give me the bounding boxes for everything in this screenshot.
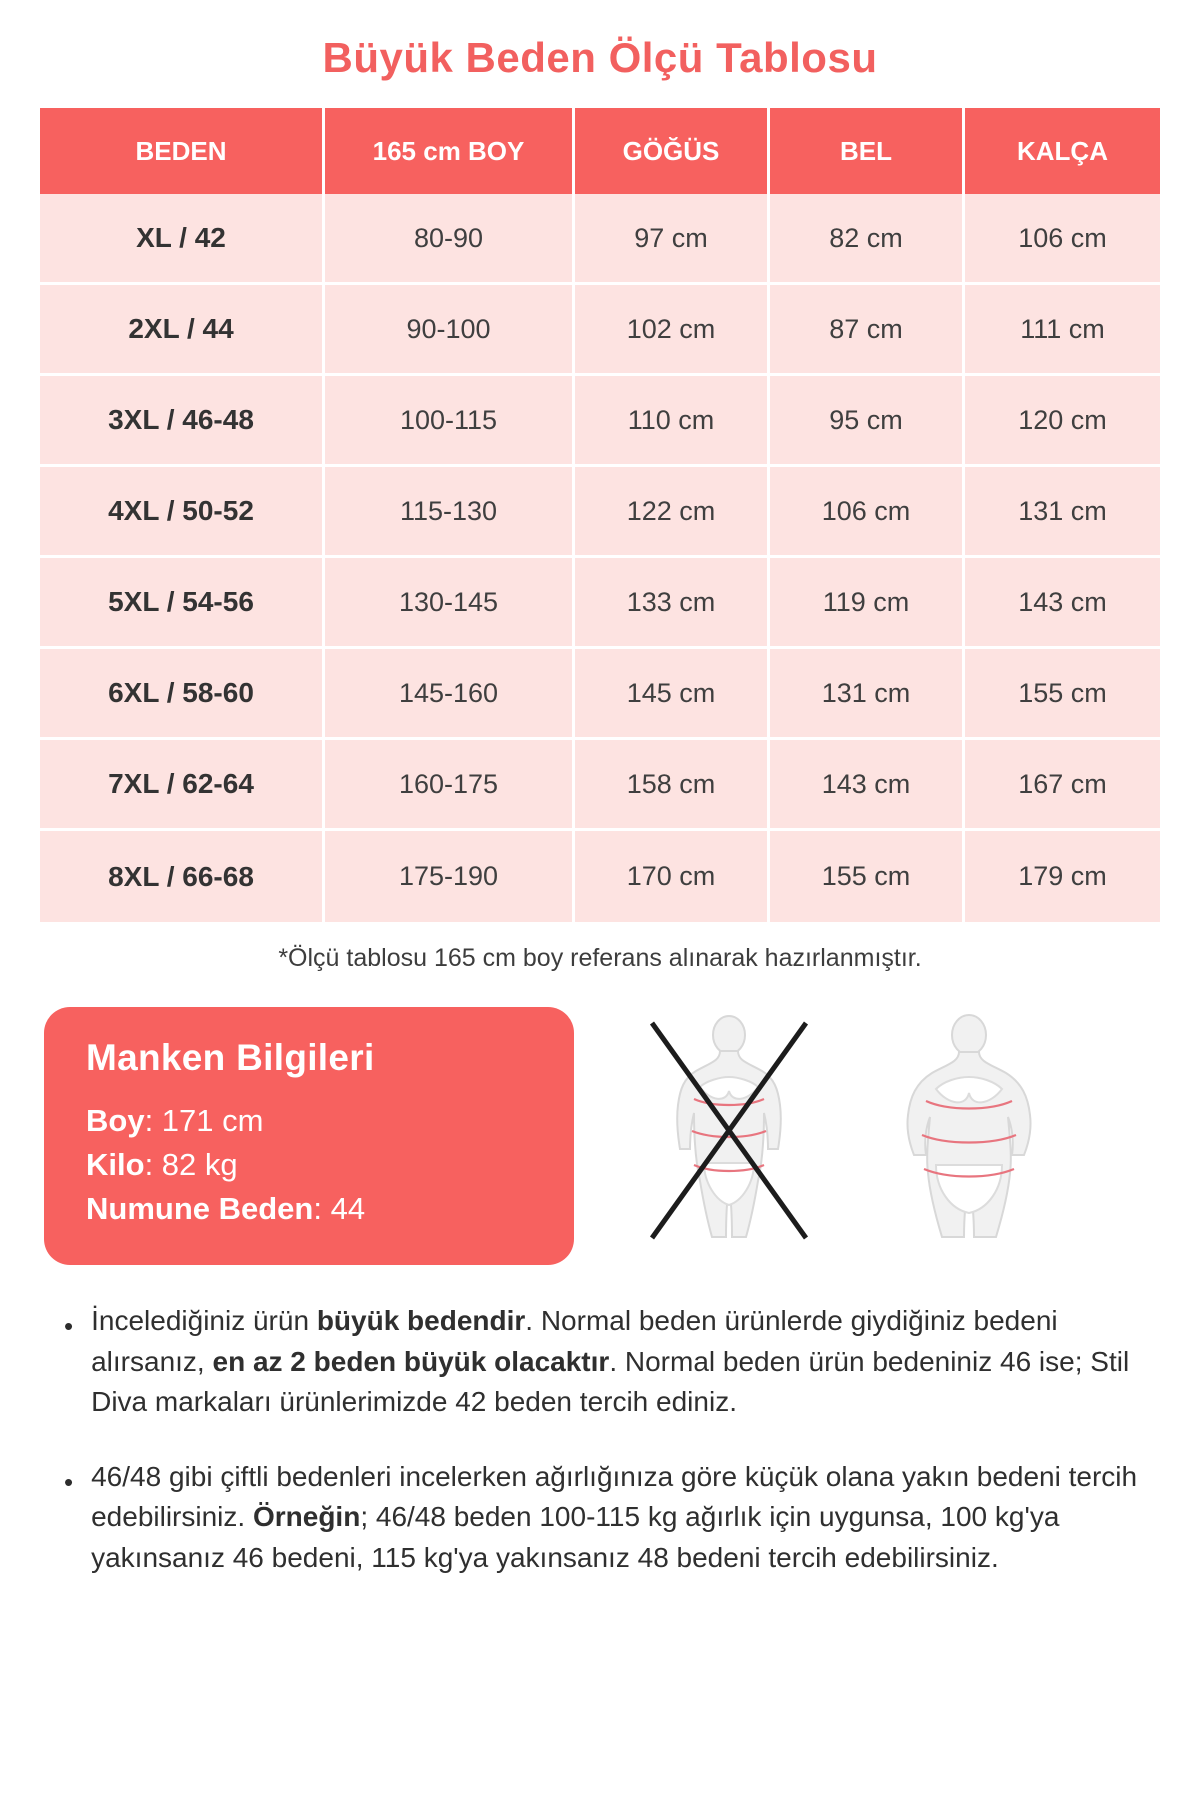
plus-body-figure — [874, 1013, 1064, 1248]
table-row — [40, 467, 1160, 558]
cell-bel: 87 cm — [770, 285, 965, 376]
cell-gogus: 145 cm — [575, 649, 770, 740]
cell-bel: 82 cm — [770, 194, 965, 285]
size-table — [40, 108, 1160, 922]
model-sample-size-value: : 44 — [313, 1191, 366, 1227]
cell-boy: 130-145 — [325, 558, 575, 649]
model-info-card — [44, 1007, 574, 1265]
table-header — [40, 108, 1160, 194]
table-row — [40, 194, 1160, 285]
cell-size: 7XL / 62-64 — [40, 740, 325, 831]
table-row — [40, 740, 1160, 831]
cell-boy: 160-175 — [325, 740, 575, 831]
cell-kalca: 143 cm — [965, 558, 1160, 649]
list-item — [54, 1301, 1150, 1423]
cell-gogus: 133 cm — [575, 558, 770, 649]
cell-kalca: 179 cm — [965, 831, 1160, 922]
cell-bel: 95 cm — [770, 376, 965, 467]
notes-list — [40, 1301, 1160, 1579]
cell-boy: 145-160 — [325, 649, 575, 740]
model-sample-size-line — [86, 1187, 536, 1231]
model-height-line — [86, 1099, 536, 1143]
cell-boy: 115-130 — [325, 467, 575, 558]
cell-gogus: 158 cm — [575, 740, 770, 831]
column-header-kalca: KALÇA — [965, 108, 1160, 194]
cell-kalca: 155 cm — [965, 649, 1160, 740]
cell-kalca: 131 cm — [965, 467, 1160, 558]
cell-bel: 131 cm — [770, 649, 965, 740]
cell-bel: 119 cm — [770, 558, 965, 649]
cell-bel: 143 cm — [770, 740, 965, 831]
body-figures — [574, 1007, 1064, 1248]
table-row — [40, 285, 1160, 376]
list-item — [54, 1457, 1150, 1579]
cell-gogus: 97 cm — [575, 194, 770, 285]
cell-size: 4XL / 50-52 — [40, 467, 325, 558]
model-info-section — [40, 1007, 1160, 1265]
column-header-gogus: GÖĞÜS — [575, 108, 770, 194]
cell-boy: 100-115 — [325, 376, 575, 467]
table-body — [40, 194, 1160, 922]
cell-size: XL / 42 — [40, 194, 325, 285]
table-row — [40, 649, 1160, 740]
cell-gogus: 102 cm — [575, 285, 770, 376]
cell-boy: 90-100 — [325, 285, 575, 376]
cell-kalca: 111 cm — [965, 285, 1160, 376]
table-header-row — [40, 108, 1160, 194]
model-info-heading: Manken Bilgileri — [86, 1037, 375, 1078]
slim-body-figure-icon — [634, 1013, 824, 1248]
model-height-label: Boy — [86, 1103, 145, 1138]
cell-gogus: 170 cm — [575, 831, 770, 922]
column-header-bel: BEL — [770, 108, 965, 194]
cell-size: 2XL / 44 — [40, 285, 325, 376]
table-footnote: *Ölçü tablosu 165 cm boy referans alınarak hazırlanmıştır. — [278, 944, 922, 972]
table-row — [40, 376, 1160, 467]
cell-size: 5XL / 54-56 — [40, 558, 325, 649]
cell-kalca: 167 cm — [965, 740, 1160, 831]
model-weight-value: : 82 kg — [144, 1147, 238, 1183]
cell-gogus: 122 cm — [575, 467, 770, 558]
slim-body-figure-crossed — [634, 1013, 824, 1248]
table-row — [40, 558, 1160, 649]
model-sample-size-label: Numune Beden — [86, 1191, 314, 1227]
cell-size: 8XL / 66-68 — [40, 831, 325, 922]
column-header-beden: BEDEN — [40, 108, 325, 194]
cell-kalca: 106 cm — [965, 194, 1160, 285]
model-weight-line — [86, 1143, 536, 1187]
cell-kalca: 120 cm — [965, 376, 1160, 467]
cell-bel: 106 cm — [770, 467, 965, 558]
cell-boy: 175-190 — [325, 831, 575, 922]
column-header-boy: 165 cm BOY — [325, 108, 575, 194]
plus-body-figure-icon — [874, 1013, 1064, 1248]
cell-bel: 155 cm — [770, 831, 965, 922]
cell-size: 6XL / 58-60 — [40, 649, 325, 740]
cell-size: 3XL / 46-48 — [40, 376, 325, 467]
note-text-2: 46/48 gibi çiftli bedenleri incelerken ağırlığınıza göre küçük olana yakın bedeni tercih edebilirsiniz. Örneğin; 46/48 beden 100-115 kg ağırlık için uygunsa, 100 kg'ya yakınsanız 46 bedeni, 115 kg'ya yakınsanız 48 bedeni tercih edebilirsiniz. — [91, 1460, 1138, 1574]
cell-gogus: 110 cm — [575, 376, 770, 467]
page-title: Büyük Beden Ölçü Tablosu — [322, 34, 878, 81]
model-height-value: : 171 cm — [144, 1103, 264, 1138]
cell-boy: 80-90 — [325, 194, 575, 285]
bullet-icon: • — [64, 1311, 74, 1342]
table-row — [40, 831, 1160, 922]
bullet-icon: • — [64, 1466, 74, 1497]
note-text-1: İncelediğiniz ürün büyük bedendir. Normal beden ürünlerde giydiğiniz bedeni alırsanız, en az 2 beden büyük olacaktır. Normal beden ürün bedeniniz 46 ise; Stil Diva markaları ürünlerimizde 42 beden tercih ediniz. — [91, 1305, 1130, 1418]
model-weight-label: Kilo — [86, 1147, 145, 1183]
